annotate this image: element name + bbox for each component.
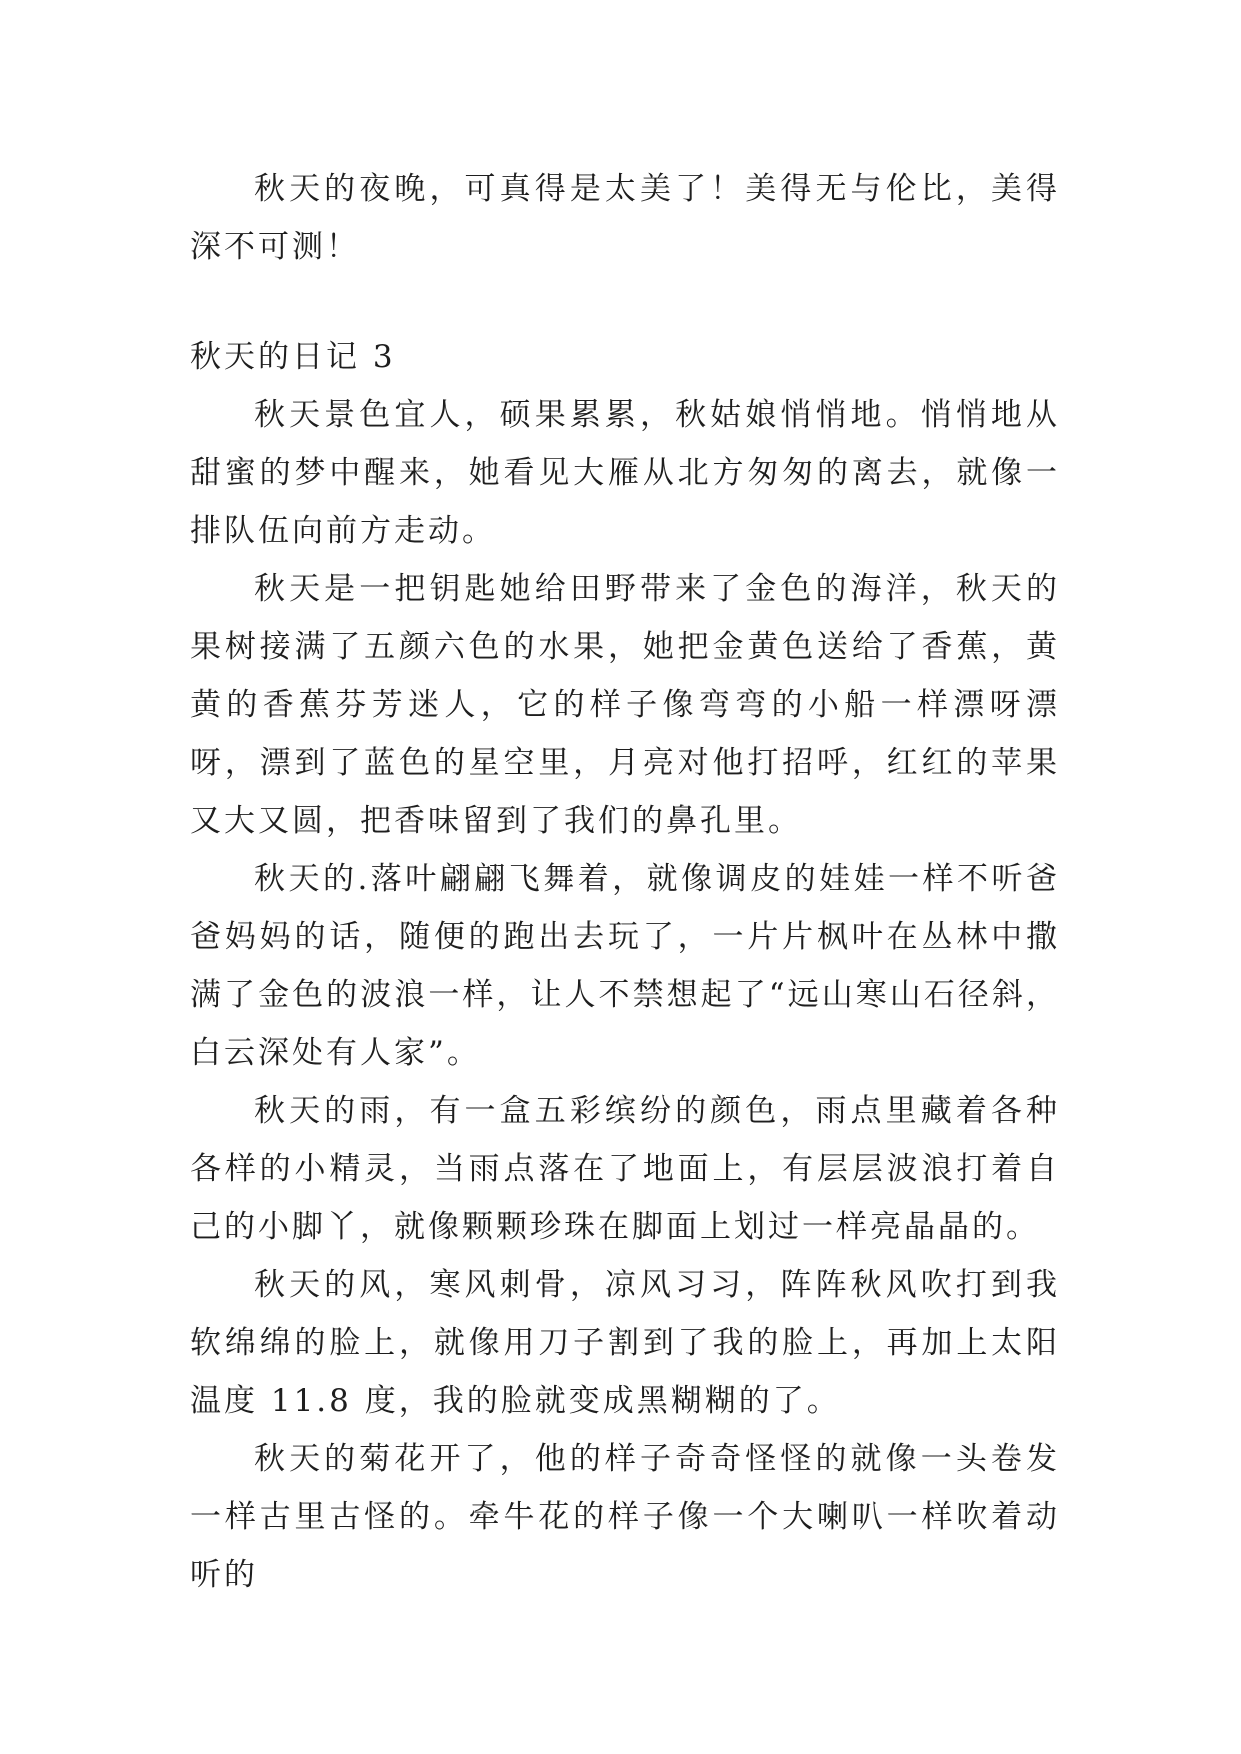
paragraph-5: 秋天的风，寒风刺骨，凉风习习，阵阵秋风吹打到我软绵绵的脸上，就像用刀子割到了我的脸上，再加上太阳温度 11.8 度，我的脸就变成黑糊糊的了。 [190,1267,1060,1419]
paragraph-1: 秋天景色宜人，硕果累累，秋姑娘悄悄地。悄悄地从甜蜜的梦中醒来，她看见大雁从北方匆匆的离去，就像一排队伍向前方走动。 [190,397,1060,549]
section-title: 秋天的日记 3 [190,339,396,375]
intro-paragraph: 秋天的夜晚，可真得是太美了！美得无与伦比，美得深不可测！ [190,171,1060,265]
paragraph-4: 秋天的雨，有一盒五彩缤纷的颜色，雨点里藏着各种各样的小精灵，当雨点落在了地面上，有层层波浪打着自己的小脚丫，就像颗颗珍珠在脚面上划过一样亮晶晶的。 [190,1093,1060,1245]
paragraph-6: 秋天的菊花开了，他的样子奇奇怪怪的就像一头卷发一样古里古怪的。牵牛花的样子像一个大喇叭一样吹着动听的 [190,1441,1060,1593]
paragraph-3: 秋天的.落叶翩翩飞舞着，就像调皮的娃娃一样不听爸爸妈妈的话，随便的跑出去玩了，一片片枫叶在丛林中撒满了金色的波浪一样，让人不禁想起了“远山寒山石径斜，白云深处有人家”。 [190,861,1060,1071]
paragraph-2: 秋天是一把钥匙她给田野带来了金色的海洋，秋天的果树接满了五颜六色的水果，她把金黄色送给了香蕉，黄黄的香蕉芬芳迷人，它的样子像弯弯的小船一样漂呀漂呀，漂到了蓝色的星空里，月亮对他打招呼，红红的苹果又大又圆，把香味留到了我们的鼻孔里。 [190,571,1060,839]
document-body [190,160,1060,1604]
